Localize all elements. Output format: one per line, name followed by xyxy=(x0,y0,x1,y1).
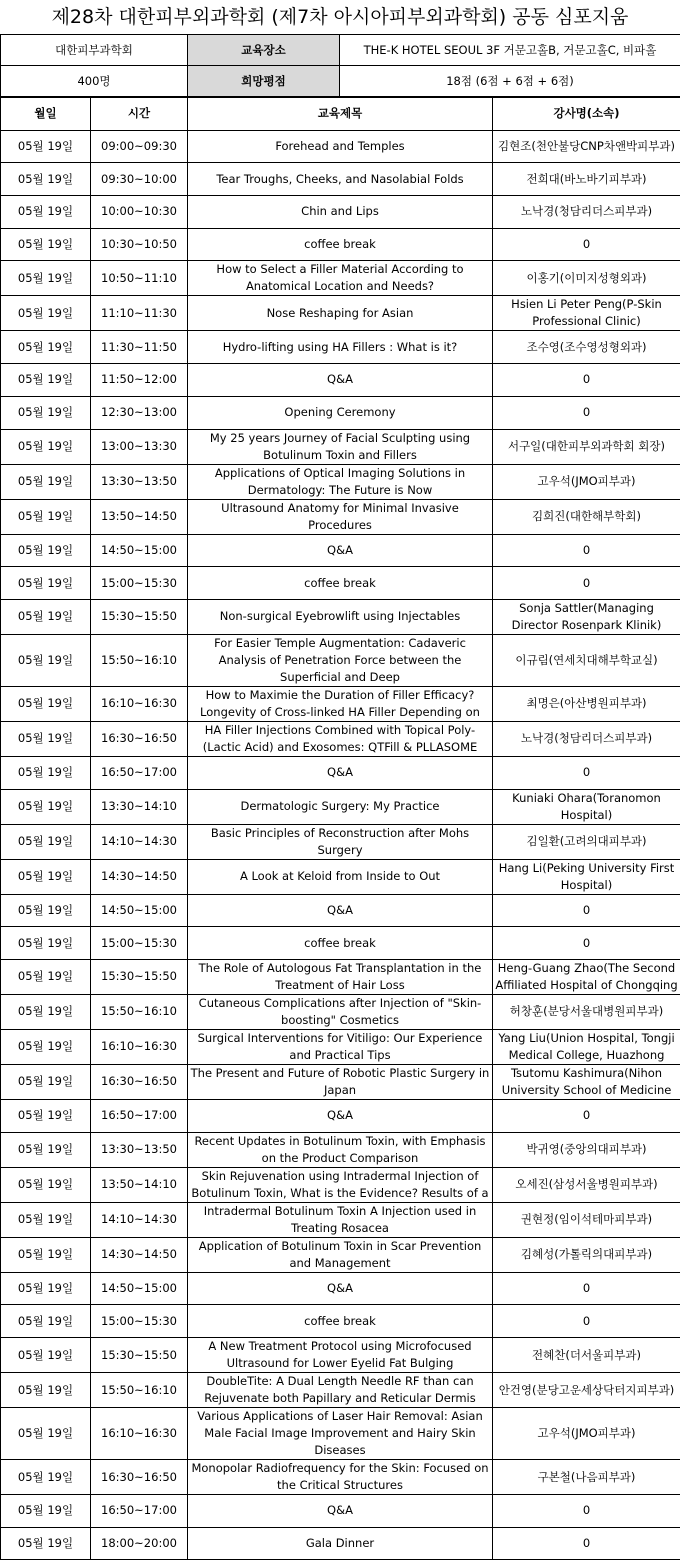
row-topic: Q&A xyxy=(188,756,493,789)
row-topic: Various Applications of Laser Hair Removal: Asian Male Facial Image Improvement and Hairy Skin Diseases xyxy=(188,1408,493,1460)
header-topic: 교육제목 xyxy=(188,98,493,131)
table-row xyxy=(1,894,680,927)
row-time: 16:10~16:30 xyxy=(91,1408,188,1460)
row-date: 05월 19일 xyxy=(1,859,91,894)
row-topic: DoubleTite: A Dual Length Needle RF than can Rejuvenate both Papillary and Reticular Dermis xyxy=(188,1373,493,1408)
table-row xyxy=(1,196,680,229)
table-row xyxy=(1,859,680,894)
table-row xyxy=(1,789,680,824)
row-time: 15:30~15:50 xyxy=(91,1338,188,1373)
row-time: 15:50~16:10 xyxy=(91,994,188,1029)
row-speaker: 박귀영(중앙의대피부과) xyxy=(493,1132,680,1167)
row-time: 14:50~15:00 xyxy=(91,534,188,567)
row-time: 15:00~15:30 xyxy=(91,927,188,960)
row-speaker: 0 xyxy=(493,1305,680,1338)
row-date: 05월 19일 xyxy=(1,296,91,331)
row-topic: Q&A xyxy=(188,534,493,567)
row-date: 05월 19일 xyxy=(1,1029,91,1064)
row-topic: Recent Updates in Botulinum Toxin, with Emphasis on the Product Comparison xyxy=(188,1132,493,1167)
row-speaker: 0 xyxy=(493,1495,680,1528)
row-time: 15:30~15:50 xyxy=(91,599,188,634)
row-date: 05월 19일 xyxy=(1,894,91,927)
row-speaker: 0 xyxy=(493,534,680,567)
row-time: 14:10~14:30 xyxy=(91,824,188,859)
table-row xyxy=(1,1167,680,1202)
row-date: 05월 19일 xyxy=(1,464,91,499)
table-row xyxy=(1,464,680,499)
table-row xyxy=(1,296,680,331)
row-topic: My 25 years Journey of Facial Sculpting using Botulinum Toxin and Fillers xyxy=(188,429,493,464)
row-date: 05월 19일 xyxy=(1,331,91,364)
row-date: 05월 19일 xyxy=(1,396,91,429)
row-speaker: 오세진(삼성서울병원피부과) xyxy=(493,1167,680,1202)
row-topic: HA Filler Injections Combined with Topical Poly-(Lactic Acid) and Exosomes: QTFill & PLLASOME xyxy=(188,721,493,756)
row-time: 16:50~17:00 xyxy=(91,1099,188,1132)
table-row xyxy=(1,1495,680,1528)
row-topic: coffee break xyxy=(188,228,493,261)
row-topic: Basic Principles of Reconstruction after Mohs Surgery xyxy=(188,824,493,859)
row-topic: Intradermal Botulinum Toxin A Injection used in Treating Rosacea xyxy=(188,1202,493,1237)
row-speaker: Sonja Sattler(Managing Director Rosenpark Klinik) xyxy=(493,599,680,634)
row-speaker: 0 xyxy=(493,1099,680,1132)
row-date: 05월 19일 xyxy=(1,1527,91,1560)
row-topic: Dermatologic Surgery: My Practice xyxy=(188,789,493,824)
row-topic: Opening Ceremony xyxy=(188,396,493,429)
table-row xyxy=(1,599,680,634)
score-label: 희망평점 xyxy=(188,66,340,97)
table-row xyxy=(1,228,680,261)
header-time: 시간 xyxy=(91,98,188,131)
row-time: 16:30~16:50 xyxy=(91,1460,188,1495)
table-row xyxy=(1,429,680,464)
capacity-value: 400명 xyxy=(1,66,188,97)
table-row xyxy=(1,1338,680,1373)
row-speaker: 이홍기(이미지성형외과) xyxy=(493,261,680,296)
row-time: 15:30~15:50 xyxy=(91,959,188,994)
table-row xyxy=(1,959,680,994)
table-row xyxy=(1,1527,680,1560)
row-speaker: 조수영(조수영성형외과) xyxy=(493,331,680,364)
row-time: 15:00~15:30 xyxy=(91,567,188,600)
row-time: 16:10~16:30 xyxy=(91,686,188,721)
row-topic: For Easier Temple Augmentation: Cadaveric Analysis of Penetration Force between the Superficial and Deep xyxy=(188,634,493,686)
row-topic: Ultrasound Anatomy for Minimal Invasive Procedures xyxy=(188,499,493,534)
row-date: 05월 19일 xyxy=(1,1373,91,1408)
row-topic: coffee break xyxy=(188,1305,493,1338)
table-row xyxy=(1,1064,680,1099)
venue-value: THE-K HOTEL SEOUL 3F 거문고홀B, 거문고홀C, 비파홀 xyxy=(340,35,680,66)
table-row xyxy=(1,261,680,296)
row-time: 11:10~11:30 xyxy=(91,296,188,331)
row-time: 13:00~13:30 xyxy=(91,429,188,464)
row-speaker: 최명은(아산병원피부과) xyxy=(493,686,680,721)
score-value: 18점 (6점 + 6점 + 6점) xyxy=(340,66,680,97)
row-date: 05월 19일 xyxy=(1,1495,91,1528)
row-speaker: 노낙경(청담리더스피부과) xyxy=(493,196,680,229)
row-date: 05월 19일 xyxy=(1,1099,91,1132)
table-row xyxy=(1,1408,680,1460)
row-speaker: Heng-Guang Zhao(The Second Affiliated Hospital of Chongqing xyxy=(493,959,680,994)
row-speaker: 0 xyxy=(493,396,680,429)
row-speaker: 이규림(연세치대해부학교실) xyxy=(493,634,680,686)
row-time: 11:30~11:50 xyxy=(91,331,188,364)
row-topic: Tear Troughs, Cheeks, and Nasolabial Folds xyxy=(188,163,493,196)
row-topic: The Role of Autologous Fat Transplantation in the Treatment of Hair Loss xyxy=(188,959,493,994)
row-time: 15:50~16:10 xyxy=(91,1373,188,1408)
table-row xyxy=(1,396,680,429)
row-speaker: 노낙경(청담리더스피부과) xyxy=(493,721,680,756)
row-time: 10:30~10:50 xyxy=(91,228,188,261)
row-time: 16:50~17:00 xyxy=(91,756,188,789)
row-speaker: 전혜찬(더서울피부과) xyxy=(493,1338,680,1373)
info-table xyxy=(0,34,680,97)
row-speaker: 0 xyxy=(493,894,680,927)
table-row xyxy=(1,1460,680,1495)
row-speaker: 김일환(고려의대피부과) xyxy=(493,824,680,859)
row-time: 14:50~15:00 xyxy=(91,894,188,927)
row-topic: Chin and Lips xyxy=(188,196,493,229)
row-date: 05월 19일 xyxy=(1,959,91,994)
row-speaker: 0 xyxy=(493,364,680,397)
row-time: 09:30~10:00 xyxy=(91,163,188,196)
table-row xyxy=(1,534,680,567)
table-row xyxy=(1,994,680,1029)
row-time: 16:30~16:50 xyxy=(91,721,188,756)
row-date: 05월 19일 xyxy=(1,1408,91,1460)
row-date: 05월 19일 xyxy=(1,1460,91,1495)
row-time: 15:50~16:10 xyxy=(91,634,188,686)
row-topic: Surgical Interventions for Vitiligo: Our Experience and Practical Tips xyxy=(188,1029,493,1064)
header-date: 월일 xyxy=(1,98,91,131)
row-date: 05월 19일 xyxy=(1,599,91,634)
table-row xyxy=(1,721,680,756)
row-topic: Gala Dinner xyxy=(188,1527,493,1560)
table-row xyxy=(1,824,680,859)
table-row xyxy=(1,1029,680,1064)
row-speaker: Hsien Li Peter Peng(P-Skin Professional Clinic) xyxy=(493,296,680,331)
row-time: 15:00~15:30 xyxy=(91,1305,188,1338)
row-topic: How to Select a Filler Material According to Anatomical Location and Needs? xyxy=(188,261,493,296)
row-topic: A Look at Keloid from Inside to Out xyxy=(188,859,493,894)
table-row xyxy=(1,499,680,534)
row-topic: A New Treatment Protocol using Microfocused Ultrasound for Lower Eyelid Fat Bulging xyxy=(188,1338,493,1373)
row-speaker: 전희대(바노바기피부과) xyxy=(493,163,680,196)
row-speaker: 고우석(JMO피부과) xyxy=(493,1408,680,1460)
row-date: 05월 19일 xyxy=(1,756,91,789)
schedule-table xyxy=(0,97,680,1560)
row-topic: Non-surgical Eyebrowlift using Injectables xyxy=(188,599,493,634)
row-time: 18:00~20:00 xyxy=(91,1527,188,1560)
row-speaker: 0 xyxy=(493,228,680,261)
organizer-value: 대한피부과학회 xyxy=(1,35,188,66)
row-topic: The Present and Future of Robotic Plastic Surgery in Japan xyxy=(188,1064,493,1099)
table-row xyxy=(1,364,680,397)
row-date: 05월 19일 xyxy=(1,686,91,721)
row-speaker: 김혜성(가톨릭의대피부과) xyxy=(493,1237,680,1272)
table-row xyxy=(1,1373,680,1408)
row-topic: Q&A xyxy=(188,1099,493,1132)
row-speaker: 0 xyxy=(493,927,680,960)
table-row xyxy=(1,1099,680,1132)
row-topic: coffee break xyxy=(188,567,493,600)
row-topic: Q&A xyxy=(188,1495,493,1528)
row-speaker: 0 xyxy=(493,1272,680,1305)
row-time: 14:50~15:00 xyxy=(91,1272,188,1305)
row-date: 05월 19일 xyxy=(1,429,91,464)
table-row xyxy=(1,567,680,600)
row-topic: Forehead and Temples xyxy=(188,130,493,163)
row-topic: Q&A xyxy=(188,364,493,397)
row-topic: Cutaneous Complications after Injection of "Skin-boosting" Cosmetics xyxy=(188,994,493,1029)
row-time: 16:30~16:50 xyxy=(91,1064,188,1099)
row-topic: Skin Rejuvenation using Intradermal Injection of Botulinum Toxin, What is the Evidence? Results of a xyxy=(188,1167,493,1202)
row-time: 16:10~16:30 xyxy=(91,1029,188,1064)
venue-label: 교육장소 xyxy=(188,35,340,66)
row-topic: Q&A xyxy=(188,1272,493,1305)
row-speaker: 김희진(대한해부학회) xyxy=(493,499,680,534)
row-date: 05월 19일 xyxy=(1,789,91,824)
table-row xyxy=(1,1237,680,1272)
row-topic: coffee break xyxy=(188,927,493,960)
info-row-venue xyxy=(1,35,680,66)
row-date: 05월 19일 xyxy=(1,499,91,534)
row-date: 05월 19일 xyxy=(1,567,91,600)
row-speaker: Hang Li(Peking University First Hospital) xyxy=(493,859,680,894)
row-topic: Nose Reshaping for Asian xyxy=(188,296,493,331)
row-topic: Hydro-lifting using HA Fillers : What is it? xyxy=(188,331,493,364)
row-time: 11:50~12:00 xyxy=(91,364,188,397)
row-date: 05월 19일 xyxy=(1,130,91,163)
row-date: 05월 19일 xyxy=(1,1338,91,1373)
table-row xyxy=(1,331,680,364)
row-date: 05월 19일 xyxy=(1,721,91,756)
row-speaker: 0 xyxy=(493,1527,680,1560)
table-row xyxy=(1,130,680,163)
row-date: 05월 19일 xyxy=(1,927,91,960)
row-speaker: 권현정(임이석테마피부과) xyxy=(493,1202,680,1237)
table-row xyxy=(1,163,680,196)
row-time: 13:50~14:10 xyxy=(91,1167,188,1202)
schedule-body xyxy=(1,130,680,1560)
row-speaker: 0 xyxy=(493,567,680,600)
row-date: 05월 19일 xyxy=(1,1237,91,1272)
row-date: 05월 19일 xyxy=(1,364,91,397)
row-time: 13:50~14:50 xyxy=(91,499,188,534)
row-speaker: 안건영(분당고운세상닥터지피부과) xyxy=(493,1373,680,1408)
table-row xyxy=(1,756,680,789)
row-time: 13:30~14:10 xyxy=(91,789,188,824)
row-date: 05월 19일 xyxy=(1,261,91,296)
row-topic: Q&A xyxy=(188,894,493,927)
row-speaker: 서구일(대한피부외과학회 회장) xyxy=(493,429,680,464)
row-time: 16:50~17:00 xyxy=(91,1495,188,1528)
row-time: 12:30~13:00 xyxy=(91,396,188,429)
row-topic: How to Maximie the Duration of Filler Efficacy? Longevity of Cross-linked HA Filler Depending on xyxy=(188,686,493,721)
row-speaker: 허창훈(분당서울대병원피부과) xyxy=(493,994,680,1029)
table-row xyxy=(1,927,680,960)
row-time: 10:00~10:30 xyxy=(91,196,188,229)
row-time: 10:50~11:10 xyxy=(91,261,188,296)
table-row xyxy=(1,1272,680,1305)
row-date: 05월 19일 xyxy=(1,824,91,859)
row-time: 09:00~09:30 xyxy=(91,130,188,163)
row-time: 13:30~13:50 xyxy=(91,464,188,499)
page-title: 제28차 대한피부외과학회 (제7차 아시아피부외과학회) 공동 심포지움 xyxy=(0,0,680,34)
row-date: 05월 19일 xyxy=(1,994,91,1029)
row-speaker: 고우석(JMO피부과) xyxy=(493,464,680,499)
row-date: 05월 19일 xyxy=(1,163,91,196)
table-row xyxy=(1,1202,680,1237)
row-time: 14:30~14:50 xyxy=(91,1237,188,1272)
row-speaker: 구본철(나음피부과) xyxy=(493,1460,680,1495)
row-speaker: 0 xyxy=(493,756,680,789)
row-topic: Application of Botulinum Toxin in Scar Prevention and Management xyxy=(188,1237,493,1272)
row-speaker: 김현조(천안불당CNP차앤박피부과) xyxy=(493,130,680,163)
row-date: 05월 19일 xyxy=(1,228,91,261)
row-date: 05월 19일 xyxy=(1,196,91,229)
row-speaker: Tsutomu Kashimura(Nihon University School of Medicine xyxy=(493,1064,680,1099)
row-date: 05월 19일 xyxy=(1,1064,91,1099)
table-row xyxy=(1,634,680,686)
row-speaker: Kuniaki Ohara(Toranomon Hospital) xyxy=(493,789,680,824)
table-row xyxy=(1,1305,680,1338)
row-date: 05월 19일 xyxy=(1,1305,91,1338)
table-row xyxy=(1,1132,680,1167)
row-time: 14:30~14:50 xyxy=(91,859,188,894)
row-date: 05월 19일 xyxy=(1,1132,91,1167)
table-row xyxy=(1,686,680,721)
schedule-header-row xyxy=(1,98,680,131)
row-time: 13:30~13:50 xyxy=(91,1132,188,1167)
info-row-score xyxy=(1,66,680,97)
row-date: 05월 19일 xyxy=(1,1167,91,1202)
row-time: 14:10~14:30 xyxy=(91,1202,188,1237)
row-date: 05월 19일 xyxy=(1,1272,91,1305)
row-speaker: Yang Liu(Union Hospital, Tongji Medical College, Huazhong xyxy=(493,1029,680,1064)
row-topic: Applications of Optical Imaging Solutions in Dermatology: The Future is Now xyxy=(188,464,493,499)
row-topic: Monopolar Radiofrequency for the Skin: Focused on the Critical Structures xyxy=(188,1460,493,1495)
row-date: 05월 19일 xyxy=(1,534,91,567)
row-date: 05월 19일 xyxy=(1,634,91,686)
row-date: 05월 19일 xyxy=(1,1202,91,1237)
header-speaker: 강사명(소속) xyxy=(493,98,680,131)
